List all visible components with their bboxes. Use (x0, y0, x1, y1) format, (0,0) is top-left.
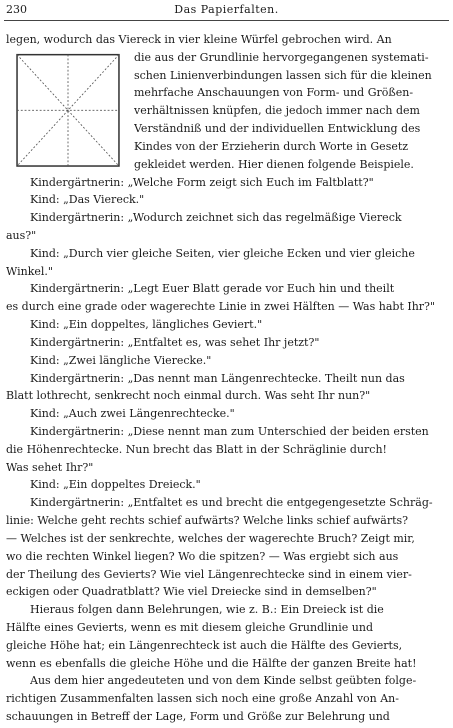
text-line-11: Kindergärtnerin: „Wodurch zeichnet sich das regelmäßige Viereck (30, 211, 402, 225)
folded-square-diagram-icon (8, 49, 128, 172)
running-title: Das Papierfalten. (174, 3, 279, 16)
text-line-20: Kindergärtnerin: „Das nennt man Längenrechtecke. Theilt nun das (30, 371, 405, 385)
text-line-21: Blatt lothrecht, senkrecht noch einmal durch. Was seht Ihr nun?" (6, 389, 371, 403)
text-line-35: gleiche Höhe hat; ein Längenrechteck ist auch die Hälfte des Gevierts, (6, 638, 403, 652)
page-header (4, 2, 449, 18)
text-line-32: eckigen oder Quadratblatt? Wie viel Dreiecke sind in demselben?" (6, 585, 377, 599)
header-rule (4, 20, 449, 21)
text-line-18: Kindergärtnerin: „Entfaltet es, was sehet Ihr jetzt?" (30, 335, 320, 349)
text-line-4: mehrfache Anschauungen von Form- und Größen- (134, 86, 414, 100)
text-line-2: die aus der Grundlinie hervorgegangenen systemati- (134, 50, 429, 64)
text-line-39: schauungen in Betreff der Lage, Form und Größe zur Belehrung und (6, 710, 390, 723)
text-line-31: der Theilung des Gevierts? Wie viel Längenrechtecke sind in einem vier- (6, 567, 412, 581)
text-line-15: Kindergärtnerin: „Legt Euer Blatt gerade vor Euch hin und theilt (30, 282, 395, 296)
text-line-36: wenn es ebenfalls die gleiche Höhe und die Hälfte der ganzen Breite hat! (6, 656, 417, 670)
text-line-3: schen Linienverbindungen lassen sich für die kleinen (134, 68, 432, 82)
text-line-13: Kind: „Durch vier gleiche Seiten, vier gleiche Ecken und vier gleiche (30, 246, 415, 260)
text-line-23: Kindergärtnerin: „Diese nennt man zum Unterschied der beiden ersten (30, 424, 429, 438)
text-line-29: — Welches ist der senkrechte, welches der wagerechte Bruch? Zeigt mir, (6, 531, 415, 545)
text-line-34: Hälfte eines Gevierts, wenn es mit diesem gleiche Grundlinie und (6, 620, 373, 634)
text-line-38: richtigen Zusammenfalten lassen sich noch eine große Anzahl von An- (6, 692, 399, 706)
text-line-17: Kind: „Ein doppeltes, längliches Geviert." (30, 318, 263, 332)
text-line-6: Verständniß und der individuellen Entwicklung des (134, 122, 421, 136)
text-line-8: gekleidet werden. Hier dienen folgende Beispiele. (134, 157, 414, 171)
text-line-7: Kindes von der Erzieherin durch Worte in Gesetz (134, 139, 409, 153)
text-line-26: Kind: „Ein doppeltes Dreieck." (30, 478, 201, 492)
text-line-33: Hieraus folgen dann Belehrungen, wie z. B.: Ein Dreieck ist die (30, 603, 384, 617)
folded-square-diagram (8, 49, 128, 172)
text-line-14: Winkel." (6, 264, 53, 278)
text-line-5: verhältnissen knüpfen, die jedoch immer nach dem (134, 104, 420, 118)
text-line-28: linie: Welche geht rechts schief aufwärts? Welche links schief aufwärts? (6, 514, 409, 527)
text-line-30: wo die rechten Winkel liegen? Wo die spitzen? — Was ergiebt sich aus (6, 549, 399, 563)
text-line-24: die Höhenrechtecke. Nun brecht das Blatt in der Schräglinie durch! (6, 442, 387, 456)
text-line-12: aus?" (6, 229, 37, 242)
text-line-9: Kindergärtnerin: „Welche Form zeigt sich Euch im Faltblatt?" (30, 175, 374, 189)
text-line-19: Kind: „Zwei längliche Vierecke." (30, 353, 212, 367)
text-line-37: Aus dem hier angedeuteten und von dem Kinde selbst geübten folge- (30, 674, 417, 688)
text-line-27: Kindergärtnerin: „Entfaltet es und brecht die entgegengesetzte Schräg- (30, 496, 433, 510)
text-line-22: Kind: „Auch zwei Längenrechtecke." (30, 407, 235, 421)
page-number: 230 (6, 3, 27, 16)
text-line-10: Kind: „Das Viereck." (30, 193, 145, 207)
text-line-16: es durch eine grade oder wagerechte Linie in zwei Hälften — Was habt Ihr?" (6, 300, 436, 314)
text-line-25: Was sehet Ihr?" (6, 460, 94, 474)
text-line-1: legen, wodurch das Viereck in vier kleine Würfel gebrochen wird. An (6, 33, 392, 46)
